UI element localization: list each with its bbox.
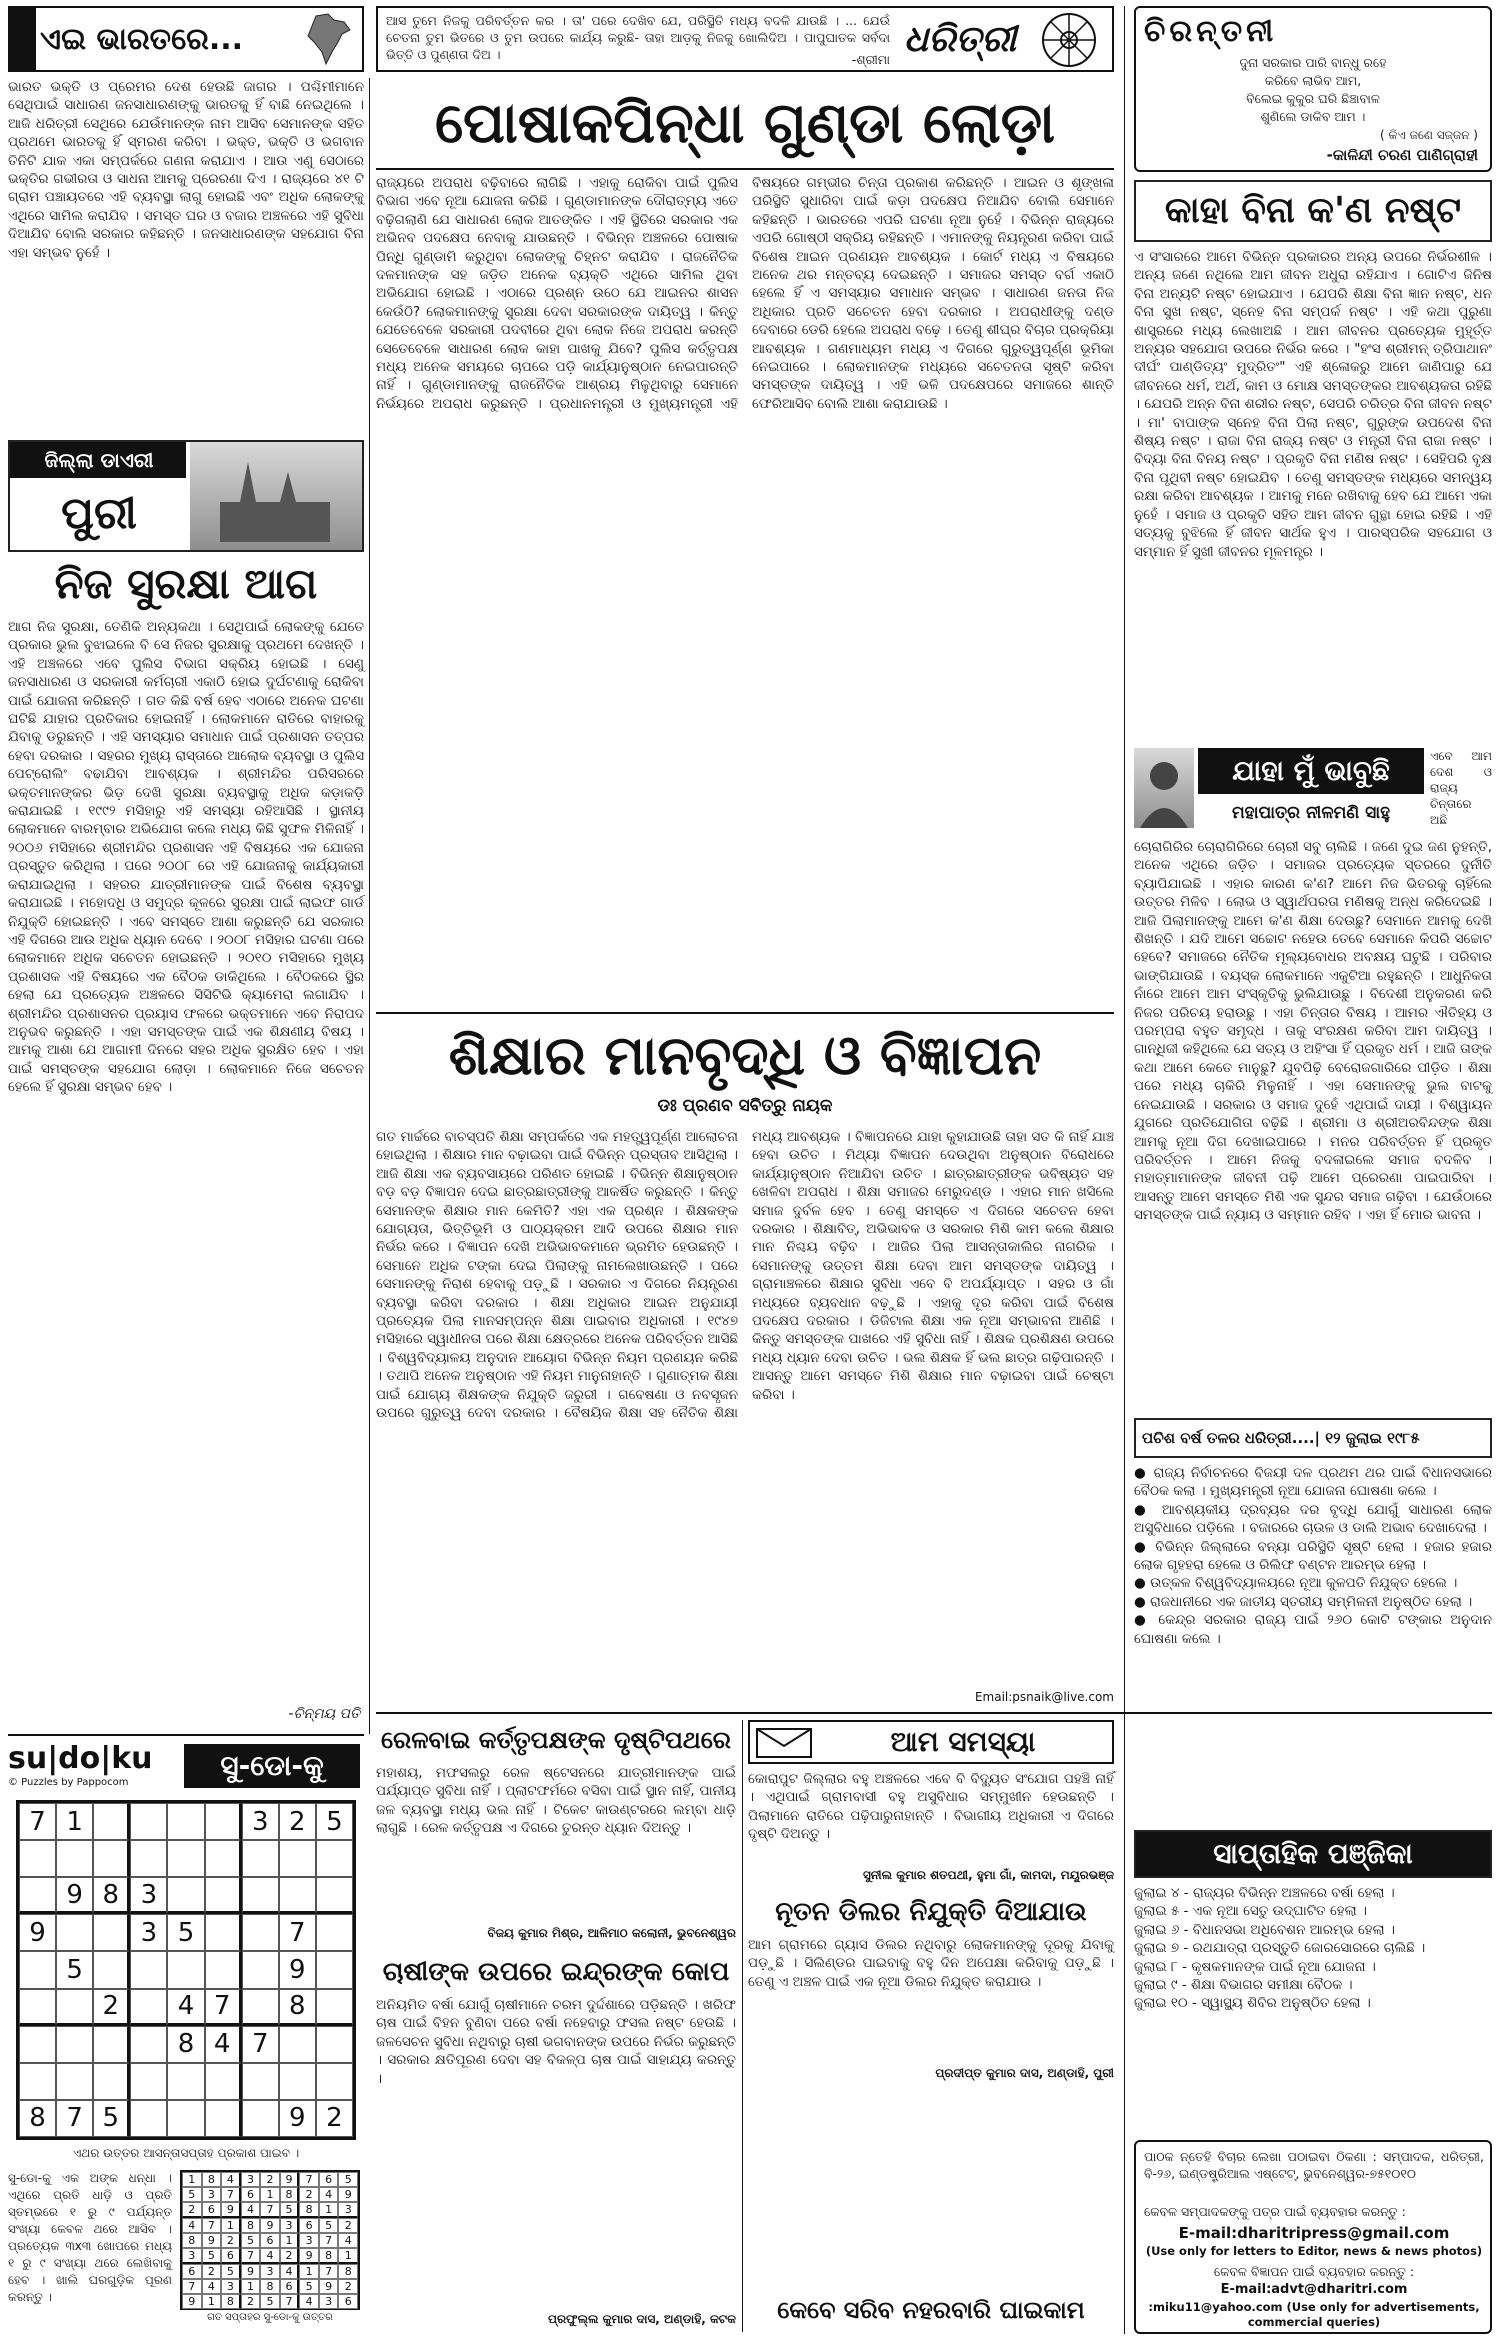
story-title: ନିଜ ସୁରକ୍ଷା ଆଗ — [54, 559, 318, 608]
jaha-mun-author: ମହାପାତ୍ର ନୀଳମଣି ସାହୁ — [1231, 803, 1391, 823]
contact-intro: ପାଠକ ନ୍ତେହି ବିଚାର ଲେଖା ପଠାଇବା ଠିକଣା : ସମ୍ପାଦକ, ଧରିତ୍ରୀ, ବି-୨୬, ଇଣ୍ଡଷ୍ଟ୍ରିଆଲ ଏଷ୍ଟେଟ୍, ଭୁବନେଶ୍ୱର-୭୫୧୦୧୦ — [1144, 2149, 1484, 2181]
story-author: -ଚିନ୍ମୟ ପତି — [288, 1706, 360, 1722]
sudoku-solution-cell: 6 — [202, 2202, 222, 2218]
sudoku-solution-cell: 4 — [182, 2218, 202, 2233]
sudoku-solution-cell: 8 — [182, 2233, 202, 2248]
sudoku-cell[interactable]: 2 — [93, 1989, 130, 2026]
sudoku-cell[interactable] — [242, 1877, 279, 1914]
sudoku-solution-cell: 4 — [280, 2264, 300, 2279]
sudoku-cell[interactable] — [130, 1951, 167, 1988]
sudoku-solution-cell: 6 — [319, 2172, 339, 2187]
sudoku-cell[interactable] — [279, 1877, 316, 1914]
sudoku-solution-cell: 9 — [280, 2172, 300, 2187]
sudoku-cell[interactable] — [167, 1951, 204, 1988]
sudoku-cell[interactable] — [205, 1914, 242, 1951]
kaha-bina-title: କାହା ବିନା କ'ଣ ନଷ୍ଟ — [1164, 190, 1462, 231]
sudoku-cell[interactable] — [130, 2026, 167, 2063]
sudoku-cell[interactable] — [167, 1803, 204, 1840]
sudoku-solution-cell: 5 — [241, 2233, 261, 2248]
saptahika-title-box — [1134, 1830, 1492, 1878]
sudoku-solution-cell: 6 — [241, 2187, 261, 2202]
sudoku-solution-cell: 6 — [221, 2248, 241, 2264]
sudoku-solution-cell: 6 — [299, 2218, 319, 2233]
sudoku-cell[interactable] — [316, 2026, 353, 2063]
sudoku-solution-cell: 8 — [319, 2248, 339, 2264]
shiksha-text: ଗତ ମାର୍ଚ୍ଚରେ ବାଚସ୍ପତି ଶିକ୍ଷା ସମ୍ପର୍କରେ ଏକ ମହତ୍ତ୍ୱପୂର୍ଣ୍ଣ ଆଲୋଚନା ହୋଇଥିଲା । ଶିକ୍ଷାର ମାନ ବଢ଼ାଇବା ପାଇଁ ବିଭିନ୍ନ ପ୍ରସ୍ତାବ ଆସିଥିଲା । ଆଜି ଶିକ୍ଷା ଏକ ବ୍ୟବସାୟରେ ପରିଣତ ହୋଇଛି । ବିଭିନ୍ନ ଶିକ୍ଷାନୁଷ୍ଠାନ ବଡ଼ ବଡ଼ ବିଜ୍ଞାପନ ଦେଇ ଛାତ୍ରଛାତ୍ରୀଙ୍କୁ ଆକର୍ଷିତ କରୁଛନ୍ତି । କିନ୍ତୁ ସେମାନଙ୍କ ଶିକ୍ଷାର ମାନ କେମିତି? ଏହା ଏକ ପ୍ରଶ୍ନ । ଶିକ୍ଷକଙ୍କ ଯୋଗ୍ୟତା, ଭିତ୍ତିଭୂମି ଓ ପାଠ୍ୟକ୍ରମ ଆଦି ଉପରେ ଶିକ୍ଷାର ମାନ ନିର୍ଭର କରେ । ବିଜ୍ଞାପନ ଦେଖି ଅଭିଭାବକମାନେ ଭ୍ରମିତ ହେଉଛନ୍ତି । ସେମାନେ ଅଧିକ ଟଙ୍କା ଦେଇ ପିଲାଙ୍କୁ ନାମଲେଖାଉଛନ୍ତି । ପରେ ସେମାନଙ୍କୁ ନିରାଶ ହେବାକୁ ପଡ଼ୁଛି । ସରକାର ଏ ଦିଗରେ ନିୟନ୍ତ୍ରଣ ବ୍ୟବସ୍ଥା କରିବା ଦରକାର । ଶିକ୍ଷା ଅଧିକାର ଆଇନ ଅନୁଯାୟୀ ପ୍ରତ୍ୟେକ ପିଲା ମାନସମ୍ପନ୍ନ ଶିକ୍ଷା ପାଇବାର ଅଧିକାରୀ । ୧୯୪୭ ମସିହାରେ ସ୍ୱାଧୀନତା ପରେ ଶିକ୍ଷା କ୍ଷେତ୍ରରେ ଅନେକ ପରିବର୍ତ୍ତନ ଆସିଛି । ବିଶ୍ୱବିଦ୍ୟାଳୟ ଅନୁଦାନ ଆୟୋଗ ବିଭିନ୍ନ ନିୟମ ପ୍ରଣୟନ କରିଛି । ତଥାପି ଅନେକ ଅନୁଷ୍ଠାନ ଏହି ନିୟମ ମାନୁନାହାନ୍ତି । ଗୁଣାତ୍ମକ ଶିକ୍ଷା ପାଇଁ ଯୋଗ୍ୟ ଶିକ୍ଷକଙ୍କ ନିଯୁକ୍ତି ଜରୁରୀ । ଗବେଷଣା ଓ ନବସୃଜନ ଉପରେ ଗୁରୁତ୍ୱ ଦେବା ଦରକାର । ବୈଷୟିକ ଶିକ୍ଷା ସହ ନୈତିକ ଶିକ୍ଷା ମଧ୍ୟ ଆବଶ୍ୟକ । ବିଜ୍ଞାପନରେ ଯାହା କୁହାଯାଉଛି ତାହା ସତ କି ନାହିଁ ଯାଞ୍ଚ ହେବା ଉଚିତ । ମିଥ୍ୟା ବିଜ୍ଞାପନ ଦେଉଥିବା ଅନୁଷ୍ଠାନ ବିରୋଧରେ କାର୍ଯ୍ୟାନୁଷ୍ଠାନ ନିଆଯିବା ଉଚିତ । ଛାତ୍ରଛାତ୍ରୀଙ୍କ ଭବିଷ୍ୟତ ସହ ଖେଳିବା ଅପରାଧ । ଶିକ୍ଷା ସମାଜର ମେରୁଦଣ୍ଡ । ଏହାର ମାନ ଖସିଲେ ସମାଜ ଦୁର୍ବଳ ହେବ । ତେଣୁ ସମସ୍ତେ ଏ ଦିଗରେ ସଚେତନ ହେବା ଦରକାର । ଶିକ୍ଷାବିତ୍, ଅଭିଭାବକ ଓ ସରକାର ମିଶି କାମ କଲେ ଶିକ୍ଷାର ମାନ ନିଶ୍ଚୟ ବଢ଼ିବ । ଆଜିର ପିଲା ଆସନ୍ତାକାଲିର ନାଗରିକ । ସେମାନଙ୍କୁ ଉତ୍ତମ ଶିକ୍ଷା ଦେବା ଆମ ସମସ୍ତଙ୍କ ଦାୟିତ୍ୱ । ଗ୍ରାମାଞ୍ଚଳରେ ଶିକ୍ଷାର ସୁବିଧା ଏବେ ବି ଅପର୍ଯ୍ୟାପ୍ତ । ସହର ଓ ଗାଁ ମଧ୍ୟରେ ବ୍ୟବଧାନ ବଢ଼ୁଛି । ଏହାକୁ ଦୂର କରିବା ପାଇଁ ବିଶେଷ ପଦକ୍ଷେପ ଦରକାର । ଡିଜିଟାଲ ଶିକ୍ଷା ଏକ ନୂଆ ସମ୍ଭାବନା ଆଣିଛି । କିନ୍ତୁ ସମସ୍ତଙ୍କ ପାଖରେ ଏହି ସୁବିଧା ନାହିଁ । ଶିକ୍ଷକ ପ୍ରଶିକ୍ଷଣ ଉପରେ ମଧ୍ୟ ଧ୍ୟାନ ଦେବା ଉଚିତ । ଭଲ ଶିକ୍ଷକ ହିଁ ଭଲ ଛାତ୍ର ଗଢ଼ିପାରନ୍ତି । ଆସନ୍ତୁ ଆମେ ସମସ୍ତେ ମିଶି ଶିକ୍ଷାର ମାନ ବଢ଼ାଇବା ପାଇଁ ଚେଷ୍ଟା କରିବା । — [376, 1129, 1114, 1422]
sudoku-solution-cell: 4 — [299, 2294, 319, 2309]
sudoku-cell[interactable]: 4 — [167, 1989, 204, 2026]
letters-top-rule — [376, 1712, 1492, 1714]
author-photo — [1134, 748, 1194, 828]
pachisa-title-box — [1134, 1418, 1492, 1458]
sudoku-solution-cell: 5 — [221, 2264, 241, 2279]
district-diary-box — [8, 440, 364, 552]
sudoku-cell[interactable] — [130, 1840, 167, 1877]
notice-text: ଆମ ଗ୍ରାମରେ ଗ୍ୟାସ ଡିଲର ନଥିବାରୁ ଲୋକମାନଙ୍କୁ ଦୂରକୁ ଯିବାକୁ ପଡ଼ୁଛି । ସିଲିଣ୍ଡର ପାଇବାକୁ ବହୁ ଦିନ ଅପେକ୍ଷା କରିବାକୁ ପଡ଼ୁଛି । ତେଣୁ ଏ ଅଞ୍ଚଳ ପାଇଁ ଏକ ନୂଆ ଡିଲର ନିଯୁକ୍ତ କରାଯାଉ । — [748, 1937, 1114, 1990]
sudoku-cell[interactable] — [19, 2026, 56, 2063]
sudoku-cell[interactable] — [130, 1989, 167, 2026]
sudoku-cell[interactable] — [316, 1914, 353, 1951]
temple-icon — [190, 442, 362, 550]
left-col-divider — [8, 1734, 364, 1736]
sudoku-cell[interactable] — [56, 1914, 93, 1951]
diary-label: ଜିଲ୍ଲା ଡାଏରୀ — [44, 448, 154, 472]
sudoku-solution-cell: 4 — [260, 2248, 280, 2264]
lead-text: ରାଜ୍ୟରେ ଅପରାଧ ବଢ଼ିବାରେ ଲାଗିଛି । ଏହାକୁ ରୋକିବା ପାଇଁ ପୁଲିସ ବିଭାଗ ଏବେ ନୂଆ ଯୋଜନା କରିଛି । ଗୁଣ୍ଡାମାନଙ୍କ ଦୌରାତ୍ମ୍ୟ ଏତେ ବଢ଼ିଗଲାଣି ଯେ ସାଧାରଣ ଲୋକ ଆତଙ୍କିତ । ଏହି ସ୍ଥିତିରେ ସରକାର ଏକ ଅଭିନବ ପଦକ୍ଷେପ ନେବାକୁ ଯାଉଛନ୍ତି । ବିଭିନ୍ନ ଅଞ୍ଚଳରେ ପୋଷାକ ପିନ୍ଧି ଗୁଣ୍ଡାମି କରୁଥିବା ଲୋକଙ୍କୁ ଚିହ୍ନଟ କରାଯିବ । ରାଜନୈତିକ ଦଳମାନଙ୍କ ସହ ଜଡ଼ିତ ଅନେକ ବ୍ୟକ୍ତି ଏଥିରେ ସାମିଲ ଥିବା ଅଭିଯୋଗ ହୋଇଛି । ଏଠାରେ ପ୍ରଶ୍ନ ଉଠେ ଯେ ଆଇନର ଶାସନ କେଉଁଠି? ଲୋକମାନଙ୍କୁ ସୁରକ୍ଷା ଦେବା ସରକାରଙ୍କ ଦାୟିତ୍ୱ । କିନ୍ତୁ ଯେତେବେଳେ ସରକାରୀ ପଦବୀରେ ଥିବା ଲୋକ ନିଜେ ଅପରାଧ କରନ୍ତି ସେତେବେଳେ ସାଧାରଣ ଲୋକ କାହା ପାଖକୁ ଯିବେ? ପୁଲିସ କର୍ତ୍ତୃପକ୍ଷ ମଧ୍ୟ ଅନେକ ସମୟରେ ଚାପରେ ପଡ଼ି କାର୍ଯ୍ୟାନୁଷ୍ଠାନ ନେଇପାରନ୍ତି ନାହିଁ । ଗୁଣ୍ଡାମାନଙ୍କୁ ରାଜନୈତିକ ଆଶ୍ରୟ ମିଳୁଥିବାରୁ ସେମାନେ ନିର୍ଭୟରେ ଅପରାଧ କରୁଛନ୍ତି । ପ୍ରଧାନମନ୍ତ୍ରୀ ଓ ମୁଖ୍ୟମନ୍ତ୍ରୀ ଏହି ବିଷୟରେ ଗମ୍ଭୀର ଚିନ୍ତା ପ୍ରକାଶ କରିଛନ୍ତି । ଆଇନ ଓ ଶୃଙ୍ଖଳା ପରିସ୍ଥିତି ସୁଧାରିବା ପାଇଁ କଡ଼ା ପଦକ୍ଷେପ ନିଆଯିବ ବୋଲି ସେମାନେ କହିଛନ୍ତି । ଭାରତରେ ଏପରି ଘଟଣା ନୂଆ ନୁହେଁ । ବିଭିନ୍ନ ରାଜ୍ୟରେ ଏପରି ଗୋଷ୍ଠୀ ସକ୍ରିୟ ରହିଛନ୍ତି । ଏମାନଙ୍କୁ ନିୟନ୍ତ୍ରଣ କରିବା ପାଇଁ ବିଶେଷ ଆଇନ ପ୍ରଣୟନ ଆବଶ୍ୟକ । କୋର୍ଟ ମଧ୍ୟ ଏ ବିଷୟରେ ଅନେକ ଥର ମନ୍ତବ୍ୟ ଦେଇଛନ୍ତି । ସମାଜର ସମସ୍ତ ବର୍ଗ ଏକାଠି ହେଲେ ହିଁ ଏ ସମସ୍ୟାର ସମାଧାନ ସମ୍ଭବ । ସାଧାରଣ ଜନତା ନିଜ ଅଧିକାର ପ୍ରତି ସଚେତନ ହେବା ଦରକାର । ଅପରାଧୀଙ୍କୁ ଦଣ୍ଡ ଦେବାରେ ଡେରି ହେଲେ ଅପରାଧ ବଢ଼େ । ତେଣୁ ଶୀଘ୍ର ବିଚାର ପ୍ରକ୍ରିୟା ଆବଶ୍ୟକ । ଗଣମାଧ୍ୟମ ମଧ୍ୟ ଏ ଦିଗରେ ଗୁରୁତ୍ୱପୂର୍ଣ୍ଣ ଭୂମିକା ନେଇପାରେ । ଲୋକମାନଙ୍କ ମଧ୍ୟରେ ସଚେତନତା ସୃଷ୍ଟି କରିବା ସମସ୍ତଙ୍କ ଦାୟିତ୍ୱ । ଏହି ଭଳି ପଦକ୍ଷେପରେ ସମାଜରେ ଶାନ୍ତି ଫେରିଆସିବ ବୋଲି ଆଶା କରାଯାଉଛି । — [376, 175, 1114, 412]
sudoku-solution-cell: 9 — [338, 2187, 358, 2202]
sudoku-solution-cell: 3 — [280, 2218, 300, 2233]
diary-place: ପୁରୀ — [61, 488, 137, 539]
sudoku-cell[interactable]: 4 — [205, 2026, 242, 2063]
sudoku-title: ସୁ-ଡୋ-କୁ — [184, 1744, 360, 1788]
sudoku-solution-cell: 6 — [338, 2294, 358, 2309]
sudoku-solution-cell: 1 — [338, 2248, 358, 2264]
sudoku-solution-cell: 2 — [299, 2187, 319, 2202]
sudoku-cell[interactable]: 7 — [242, 2026, 279, 2063]
chasi-title: ଚାଷୀଙ୍କ ଉପରେ ଇନ୍ଦ୍ରଙ୍କ କୋପ — [382, 1957, 730, 1987]
shiksha-email[interactable]: Email:psnaik@live.com — [974, 1690, 1114, 1704]
sudoku-cell[interactable] — [205, 1803, 242, 1840]
sudoku-cell[interactable] — [205, 1840, 242, 1877]
sudoku-cell[interactable] — [130, 2100, 167, 2137]
ama-samasya-intro: କୋରାପୁଟ ଜିଲ୍ଲାର ବହୁ ଅଞ୍ଚଳରେ ଏବେ ବି ବିଦ୍ୟୁତ ସଂଯୋଗ ପହଞ୍ଚି ନାହିଁ । ଏଥିପାଇଁ ଗ୍ରାମବାସୀ ବହୁ ଅସୁବିଧାର ସମ୍ମୁଖୀନ ହେଉଛନ୍ତି । ପିଲାମାନେ ରାତିରେ ପଢ଼ିପାରୁନାହାନ୍ତି । ବିଭାଗୀୟ ଅଧିକାରୀ ଏ ଦିଗରେ ଦୃଷ୍ଟି ଦିଅନ୍ତୁ । — [748, 1771, 1114, 1843]
sudoku-solution-cell: 3 — [182, 2248, 202, 2264]
col-divider-left — [369, 78, 370, 1734]
sudoku-solution-cell: 8 — [221, 2294, 241, 2309]
contact-email[interactable]: E-mail:dharitripress@gmail.com — [1178, 2224, 1450, 2242]
sudoku-solution-cell: 7 — [299, 2172, 319, 2187]
jaha-mun-side-text: ଏବେ ଆମ ଦେଶ ଓ ରାଜ୍ୟ ଚିନ୍ତାରେ ଅଛି — [1430, 749, 1492, 827]
sudoku-solution-caption: ଗତ ସପ୍ତାହର ସୁ-ଡୋ-କୁ ଉତ୍ତର — [207, 2312, 333, 2323]
story-text: ଆଗ ନିଜ ସୁରକ୍ଷା, ତେଣିକି ଅନ୍ୟକଥା । ସେଥିପାଇଁ ଲୋକଙ୍କୁ ଯେତେ ପ୍ରକାର ଭୁଲ ବୁଝାଇଲେ ବି ସେ ନିଜର ସୁରକ୍ଷାକୁ ପ୍ରଥମେ ଦେଖନ୍ତି । ଏହି ଅଞ୍ଚଳରେ ଏବେ ପୁଲିସ ବିଭାଗ ସକ୍ରିୟ ହୋଇଛି । ସେଣୁ ଜନସାଧାରଣ ଓ ସରକାରୀ କର୍ମଚାରୀ ଏକାଠି ହୋଇ ଦୁର୍ଘଟଣାକୁ ରୋକିବା ପାଇଁ ଯୋଜନା କରିଛନ୍ତି । ଗତ କିଛି ବର୍ଷ ହେବ ଏଠାରେ ଅନେକ ଘଟଣା ଘଟିଛି ଯାହାର ପ୍ରତିକାର ହୋଇନାହିଁ । ଲୋକମାନେ ରାତିରେ ବାହାରକୁ ଯିବାକୁ ଡରୁଛନ୍ତି । ଏହି ସମସ୍ୟାର ସମାଧାନ ପାଇଁ ପ୍ରଶାସନ ତତ୍ପର ହେବା ଦରକାର । ସହରର ମୁଖ୍ୟ ରାସ୍ତାରେ ଆଲୋକ ବ୍ୟବସ୍ଥା ଓ ପୁଲିସ ପେଟ୍ରୋଲିଂ ବଢାଯିବା ଆବଶ୍ୟକ । ଶ୍ରୀମନ୍ଦିର ପରିସରରେ ଭକ୍ତମାନଙ୍କର ଭିଡ଼ ଦେଖି ସୁରକ୍ଷା ବ୍ୟବସ୍ଥାକୁ ଅଧିକ କଡ଼ାକଡ଼ି କରାଯାଇଛି । ୧୯୯୨ ମସିହାରୁ ଏହି ସମସ୍ୟା ରହିଆସିଛି । ସ୍ଥାନୀୟ ଲୋକମାନେ ବାରମ୍ବାର ଅଭିଯୋଗ କଲେ ମଧ୍ୟ କିଛି ସୁଫଳ ମିଳିନାହିଁ । ୨୦୦୬ ମସିହାରେ ଶ୍ରୀମନ୍ଦିର ପ୍ରଶାସନ ଏହି ବିଷୟରେ ଏକ ଯୋଜନା ପ୍ରସ୍ତୁତ କରିଥିଲା । ପରେ ୨୦୦୮ ରେ ଏହି ଯୋଜନାକୁ କାର୍ଯ୍ୟକାରୀ କରାଯାଇଥିଲା । ସହରର ଯାତ୍ରୀମାନଙ୍କ ପାଇଁ ବିଶେଷ ବ୍ୟବସ୍ଥା କରାଯାଇଛି । ମହୋଦଧି ଓ ସମୁଦ୍ର କୂଳରେ ସୁରକ୍ଷା ପାଇଁ ଲାଇଫ ଗାର୍ଡ ନିଯୁକ୍ତି ହୋଇଛନ୍ତି । ଏବେ ସମସ୍ତେ ଆଶା କରୁଛନ୍ତି ଯେ ସରକାର ଏହି ଦିଗରେ ଆଉ ଅଧିକ ଧ୍ୟାନ ଦେବେ । ୨୦୦୮ ମସିହାର ଘଟଣା ପରେ ଲୋକମାନେ ଅଧିକ ସଚେତନ ହୋଇଛନ୍ତି । ୨୦୧୦ ମସିହାରେ ମୁଖ୍ୟ ପ୍ରଶାସକ ଏହି ବିଷୟରେ ଏକ ବୈଠକ ଡାକିଥିଲେ । ବୈଠକରେ ସ୍ଥିର ହେଲା ଯେ ପ୍ରତ୍ୟେକ ଅଞ୍ଚଳରେ ସିସିଟିଭି କ୍ୟାମେରା ଲଗାଯିବ । ଶ୍ରୀମନ୍ଦିର ପ୍ରଶାସନର ପ୍ରୟାସ ଫଳରେ ଭକ୍ତମାନେ ଏବେ ନିରାପଦ ଅନୁଭବ କରୁଛନ୍ତି । ଏହା ସମସ୍ତଙ୍କ ପାଇଁ ଏକ ଶିକ୍ଷଣୀୟ ବିଷୟ । ଆମକୁ ଆଶା ଯେ ଆଗାମୀ ଦିନରେ ସହର ଅଧିକ ସୁରକ୍ଷିତ ହେବ । ଏହା ପାଇଁ ସମସ୍ତଙ୍କ ସହଯୋଗ ଲୋଡ଼ା । ଲୋକମାନେ ନିଜେ ସଚେତନ ହେଲେ ହିଁ ସୁରକ୍ଷା ସମ୍ଭବ ହେବ । — [8, 619, 364, 1096]
sudoku-cell[interactable] — [19, 1989, 56, 2026]
sudoku-cell[interactable] — [279, 2026, 316, 2063]
contact-adv-label: କେବଳ ବିଜ୍ଞାପନ ପାଇଁ ବ୍ୟବହାର କରନ୍ତୁ : — [1213, 2264, 1415, 2279]
sudoku-cell[interactable] — [316, 1877, 353, 1914]
contact-email-label: କେବଳ ସମ୍ପାଦକଙ୍କୁ ପତ୍ର ପାଇଁ ବ୍ୟବହାର କରନ୍ତୁ : — [1144, 2204, 1406, 2219]
sudoku-solution-cell: 1 — [319, 2202, 339, 2218]
sudoku-solution-cell: 2 — [202, 2264, 222, 2279]
sudoku-solution-cell: 3 — [221, 2279, 241, 2294]
sudoku-cell[interactable]: 5 — [56, 1951, 93, 1988]
sudoku-cell[interactable] — [316, 2063, 353, 2100]
contact-email-note: (Use only for letters to Editor, news & news photos) — [1145, 2244, 1483, 2258]
sudoku-solution-cell: 7 — [280, 2294, 300, 2309]
sudoku-solution-cell: 6 — [260, 2233, 280, 2248]
sudoku-solution-cell: 9 — [221, 2202, 241, 2218]
quote-box — [376, 6, 1114, 72]
ama-samasya-banner — [748, 1720, 1114, 1764]
sudoku-cell[interactable] — [205, 1951, 242, 1988]
sudoku-instructions: ସୁ-ଡୋ-କୁ ଏକ ଅଙ୍କ ଧନ୍ଧା । ଏଥିରେ ପ୍ରତି ଧାଡ଼ି ଓ ପ୍ରତି ସ୍ତମ୍ଭରେ ୧ ରୁ ୯ ପର୍ଯ୍ୟନ୍ତ ସଂଖ୍ୟା କେବଳ ଥରେ ଆସିବ । ପ୍ରତ୍ୟେକ ୩x୩ ଖୋପରେ ମଧ୍ୟ ୧ ରୁ ୯ ସଂଖ୍ୟା ଥରେ ଲେଖିବାକୁ ହେବ । ଖାଲି ଘରଗୁଡ଼ିକ ପୂରଣ କରନ୍ତୁ । — [8, 2171, 172, 2304]
section-banner — [8, 6, 364, 72]
sudoku-cell[interactable] — [93, 1803, 130, 1840]
chirantani-source: ( କିଏ ଜଣେ ସଜ୍ଜନ ) — [1380, 128, 1478, 142]
sudoku-solution-cell: 2 — [260, 2172, 280, 2187]
sudoku-solution-cell: 7 — [319, 2264, 339, 2279]
sudoku-cell[interactable]: 1 — [56, 1803, 93, 1840]
sudoku-solution-cell: 1 — [260, 2187, 280, 2202]
contact-adv-email2[interactable]: :miku11@yahoo.com (Use only for advertisements, commercial queries) — [1148, 2300, 1480, 2329]
sudoku-solution-cell: 1 — [182, 2172, 202, 2187]
sudoku-cell[interactable]: 5 — [167, 1914, 204, 1951]
sudoku-cell[interactable] — [93, 1951, 130, 1988]
sudoku-cell[interactable] — [205, 1877, 242, 1914]
sudoku-solution-cell: 8 — [241, 2218, 261, 2233]
saptahika-text: ଜୁଲାଇ ୪ - ରାଜ୍ୟର ବିଭିନ୍ନ ଅଞ୍ଚଳରେ ବର୍ଷା ହେଲା । ଜୁଲାଇ ୫ - ଏକ ନୂଆ ସେତୁ ଉଦ୍‌ଘାଟିତ ହେଲା । ଜୁଲାଇ ୬ - ବିଧାନସଭା ଅଧିବେଶନ ଆରମ୍ଭ ହେଲା । ଜୁଲାଇ ୭ - ରଥଯାତ୍ରା ପ୍ରସ୍ତୁତି ଜୋରସୋରରେ ଚାଲିଛି । ଜୁଲାଇ ୮ - କୃଷକମାନଙ୍କ ପାଇଁ ନୂଆ ଯୋଜନା । ଜୁଲାଇ ୯ - ଶିକ୍ଷା ବିଭାଗର ସମୀକ୍ଷା ବୈଠକ । ଜୁଲାଇ ୧୦ - ସ୍ୱାସ୍ଥ୍ୟ ଶିବିର ଅନୁଷ୍ଠିତ ହେଲା । — [1134, 1885, 1426, 2012]
sudoku-solution-cell: 6 — [182, 2264, 202, 2279]
sudoku-solution-cell: 4 — [202, 2279, 222, 2294]
shiksha-top-rule — [376, 1012, 1114, 1014]
sudoku-solution-cell: 5 — [260, 2294, 280, 2309]
ama-samasya-intro-signature: ସୁନୀଲ କୁମାର ଶତପଥୀ, ହୁମା ଗାଁ, କାମଦା, ମୟୂରଭଞ୍ଜ — [862, 1868, 1114, 1882]
sudoku-solution-cell: 5 — [319, 2218, 339, 2233]
sudoku-cell[interactable] — [205, 2063, 242, 2100]
sudoku-logo — [8, 1742, 178, 1794]
sudoku-solution-cell: 5 — [280, 2202, 300, 2218]
sudoku-solution-cell: 8 — [338, 2264, 358, 2279]
sudoku-solution-grid — [180, 2170, 360, 2310]
sudoku-cell[interactable] — [316, 1951, 353, 1988]
lead-headline-rule — [376, 168, 1114, 170]
chirantani-box — [1134, 6, 1492, 172]
sudoku-logo-main: su|do|ku — [8, 1741, 153, 1776]
india-map-icon — [294, 12, 358, 68]
sudoku-solution-cell: 4 — [338, 2233, 358, 2248]
kaha-bina-title-box — [1134, 180, 1492, 242]
sudoku-solution-cell: 9 — [202, 2233, 222, 2248]
shiksha-author: ଡଃ ପ୍ରଣବ ସବିତ୍ରୁ ନାୟକ — [657, 1096, 833, 1116]
sudoku-cell[interactable]: 9 — [19, 1914, 56, 1951]
pachisa-text: ● ରାଜ୍ୟ ନିର୍ବାଚନରେ ବିଜୟୀ ଦଳ ପ୍ରଥମ ଥର ପାଇଁ ବିଧାନସଭାରେ ବୈଠକ କଲା । ମୁଖ୍ୟମନ୍ତ୍ରୀ ନୂଆ ଯୋଜନା ଘୋଷଣା କଲେ । ● ଆବଶ୍ୟକୀୟ ଦ୍ରବ୍ୟର ଦର ବୃଦ୍ଧି ଯୋଗୁଁ ସାଧାରଣ ଲୋକ ଅସୁବିଧାରେ ପଡ଼ିଲେ । ବଜାରରେ ଚାଉଳ ଓ ଡାଲି ଅଭାବ ଦେଖାଦେଲା । ● ବିଭିନ୍ନ ଜିଲ୍ଲାରେ ବନ୍ୟା ପରିସ୍ଥିତି ସୃଷ୍ଟି ହେଲା । ହଜାର ହଜାର ଲୋକ ଗୃହହରା ହେଲେ ଓ ରିଲିଫ ବଣ୍ଟନ ଆରମ୍ଭ ହେଲା । ● ଉତ୍କଳ ବିଶ୍ୱବିଦ୍ୟାଳୟରେ ନୂଆ କୁଳପତି ନିଯୁକ୍ତ ହେଲେ । ● ରାଜଧାନୀରେ ଏକ ଜାତୀୟ ସ୍ତରୀୟ ସମ୍ମିଳନୀ ଅନୁଷ୍ଠିତ ହେଲା । ● କେନ୍ଦ୍ର ସରକାର ରାଜ୍ୟ ପାଇଁ ୨୬୦ କୋଟି ଟଙ୍କାର ଅନୁଦାନ ଘୋଷଣା କଲେ । — [1134, 1465, 1492, 1647]
quote-author: -ଶ୍ରୀମା — [851, 52, 890, 67]
sudoku-cell[interactable] — [19, 1951, 56, 1988]
sudoku-cell[interactable] — [167, 2063, 204, 2100]
jaha-mun-text: ଚୋରାଗିରିର ଚୋରାଗିରିରେ ଚୋରୀ ସବୁ ଚାଲିଛି । ଜଣେ ଦୁଇ ଜଣ ନୁହନ୍ତି, ଅନେକ ଏଥିରେ ଜଡ଼ିତ । ସମାଜର ପ୍ରତ୍ୟେକ ସ୍ତରରେ ଦୁର୍ନୀତି ବ୍ୟାପିଯାଇଛି । ଏହାର କାରଣ କ'ଣ? ଆମେ ନିଜ ଭିତରକୁ ଚାହିଁଲେ ଉତ୍ତର ମିଳିବ । ଲୋଭ ଓ ସ୍ୱାର୍ଥପରତା ମଣିଷକୁ ଅନ୍ଧ କରିଦେଇଛି । ଆଜି ପିଲାମାନଙ୍କୁ ଆମେ କ'ଣ ଶିକ୍ଷା ଦେଉଛୁ? ସେମାନେ ଆମକୁ ଦେଖି ଶିଖନ୍ତି । ଯଦି ଆମେ ସଚ୍ଚୋଟ ନହେଉ ତେବେ ସେମାନେ କିପରି ସଚ୍ଚୋଟ ହେବେ? ସମାଜରେ ନୈତିକ ମୂଲ୍ୟବୋଧର ଅବକ୍ଷୟ ଘଟୁଛି । ପରିବାର ଭାଙ୍ଗିଯାଉଛି । ବୟସ୍କ ଲୋକମାନେ ଏକୁଟିଆ ରହୁଛନ୍ତି । ଆଧୁନିକତା ନାଁରେ ଆମେ ଆମ ସଂସ୍କୃତିକୁ ଭୁଲିଯାଉଛୁ । ବିଦେଶୀ ଅନୁକରଣ କରି ନିଜର ପରିଚୟ ହରାଉଛୁ । ଏହା ଚିନ୍ତାର ବିଷୟ । ଆମର ଐତିହ୍ୟ ଓ ପରମ୍ପରା ବହୁତ ସମୃଦ୍ଧ । ତାକୁ ସଂରକ୍ଷଣ କରିବା ଆମ ଦାୟିତ୍ୱ । ଗାନ୍ଧିଜୀ କହିଥିଲେ ଯେ ସତ୍ୟ ଓ ଅହିଂସା ହିଁ ପ୍ରକୃତ ଧର୍ମ । ଆଜି ତାଙ୍କ କଥା ଆମେ କେତେ ମାନୁଛୁ? ଯୁବପିଢ଼ି ବେରୋଜଗାରିରେ ପୀଡ଼ିତ । ଶିକ୍ଷା ପରେ ମଧ୍ୟ ଚାକିରି ମିଳୁନାହିଁ । ଏହା ସେମାନଙ୍କୁ ଭୁଲ ବାଟକୁ ନେଇଯାଉଛି । ସରକାର ଓ ସମାଜ ଦୁହେଁ ଏଥିପାଇଁ ଦାୟୀ । ବିଶ୍ୱାୟନ ଯୁଗରେ ପ୍ରତିଯୋଗିତା ବଢ଼ିଛି । ଶ୍ରୀମା ଓ ଶ୍ରୀଅରବିନ୍ଦଙ୍କ ଶିକ୍ଷା ଆମକୁ ନୂଆ ଦିଗ ଦେଖାଇପାରେ । ମନର ପରିବର୍ତ୍ତନ ହିଁ ପ୍ରକୃତ ପରିବର୍ତ୍ତନ । ଆମେ ନିଜକୁ ବଦଳାଇଲେ ସମାଜ ବଦଳିବ । ମହାତ୍ମାମାନଙ୍କ ଜୀବନୀ ପଢ଼ି ଆମେ ପ୍ରେରଣା ପାଇପାରିବା । ଆସନ୍ତୁ ଆମେ ସମସ୍ତେ ମିଶି ଏକ ସୁନ୍ଦର ସମାଜ ଗଢ଼ିବା । ଯେଉଁଠାରେ ସମସ୍ତଙ୍କ ପାଇଁ ନ୍ୟାୟ ଓ ସମ୍ମାନ ରହିବ । ଏହା ହିଁ ମୋର ଭାବନା । — [1134, 839, 1492, 1224]
sudoku-grid[interactable] — [16, 1800, 356, 2140]
sudoku-solution-cell: 9 — [241, 2264, 261, 2279]
sudoku-solution-cell: 5 — [202, 2248, 222, 2264]
sudoku-solution-cell: 9 — [260, 2218, 280, 2233]
sudoku-cell[interactable] — [279, 1840, 316, 1877]
sudoku-solution-cell: 7 — [202, 2218, 222, 2233]
sudoku-solution-cell: 2 — [338, 2218, 358, 2233]
sudoku-cell[interactable] — [242, 2063, 279, 2100]
temple-photo — [190, 442, 362, 550]
sudoku-cell[interactable] — [56, 2063, 93, 2100]
sudoku-solution-cell: 8 — [299, 2202, 319, 2218]
chirantani-poem: ଦୁନା ସରକାର ପାରି ବାନ୍ଧୁ ରହେ କରିବେ ଲାଭିବ ଆମ, ବିଲେଇ କୁକୁର ଘରି ଛିଞ୍ଚାବାଳ ଶୁଣିଲେ ଡାକିବ ଆମ । — [1239, 55, 1387, 124]
sudoku-cell[interactable]: 8 — [19, 2100, 56, 2137]
sudoku-cell[interactable] — [130, 1803, 167, 1840]
chasi-text: ଅନିୟମିତ ବର୍ଷା ଯୋଗୁଁ ଚାଷୀମାନେ ଚରମ ଦୁର୍ଦ୍ଦଶାରେ ପଡ଼ିଛନ୍ତି । ଖରିଫ ଚାଷ ପାଇଁ ବିହନ ବୁଣିବା ପରେ ବର୍ଷା ନହେବାରୁ ଫସଲ ନଷ୍ଟ ହେଉଛି । ଜଳସେଚନ ସୁବିଧା ନଥିବାରୁ ଚାଷୀ ଭଗବାନଙ୍କ ଉପରେ ନିର୍ଭର କରୁଛନ୍ତି । ସରକାର କ୍ଷତିପୂରଣ ଦେବା ସହ ବିକଳ୍ପ ଚାଷ ପାଇଁ ସାହାଯ୍ୟ କରନ୍ତୁ । — [376, 1997, 736, 2087]
sudoku-solution-cell: 7 — [241, 2248, 261, 2264]
sudoku-solution-cell: 2 — [221, 2233, 241, 2248]
col-divider-right — [1124, 6, 1125, 2334]
sudoku-solution-cell: 9 — [182, 2294, 202, 2309]
sudoku-solution-cell: 8 — [260, 2279, 280, 2294]
sudoku-solution-cell: 6 — [280, 2279, 300, 2294]
sudoku-cell[interactable]: 3 — [242, 1803, 279, 1840]
sudoku-solution-cell: 7 — [260, 2202, 280, 2218]
chirantani-title: ଚିରନ୍ତନୀ — [1144, 14, 1278, 49]
lead-headline: ପୋଷାକପିନ୍ଧା ଗୁଣ୍ଡା ଲୋଡ଼ା — [435, 91, 1055, 156]
jaha-mun-header — [1134, 748, 1426, 832]
notice-title: ନୂତନ ଡିଲର ନିଯୁକ୍ତି ଦିଆଯାଉ — [775, 1897, 1087, 1927]
sudoku-solution-cell: 4 — [221, 2172, 241, 2187]
sudoku-solution-cell: 2 — [241, 2294, 261, 2309]
contact-box — [1134, 2140, 1492, 2334]
sudoku-cell[interactable] — [56, 1989, 93, 2026]
chakra-icon — [1030, 10, 1108, 70]
sudoku-cell[interactable] — [167, 1840, 204, 1877]
sudoku-cell[interactable]: 2 — [316, 2100, 353, 2137]
sudoku-cell[interactable] — [205, 2100, 242, 2137]
sudoku-cell[interactable] — [167, 1877, 204, 1914]
sudoku-solution-cell: 2 — [280, 2248, 300, 2264]
pachisa-title: ପଚିଶ ବର୍ଷ ତଳର ଧରିତ୍ରୀ....| ୧୨ ଜୁଲାଇ ୧୯୮୫ — [1142, 1429, 1420, 1447]
sudoku-solution-cell: 2 — [182, 2202, 202, 2218]
sudoku-solution-cell: 4 — [319, 2187, 339, 2202]
shiksha-headline: ଶିକ୍ଷାର ମାନବୃଦ୍ଧି ଓ ବିଜ୍ଞାପନ — [448, 1024, 1042, 1087]
sudoku-solution-cell: 8 — [280, 2187, 300, 2202]
sudoku-cell[interactable]: 7 — [19, 1803, 56, 1840]
sudoku-cell[interactable] — [130, 2063, 167, 2100]
person-icon — [1134, 748, 1194, 828]
sudoku-cell[interactable] — [167, 2100, 204, 2137]
sudoku-cell[interactable]: 8 — [93, 1877, 130, 1914]
sudoku-answer-caption: ଏଥର ଉତ୍ତର ଆସନ୍ତାସପ୍ତାହ ପ୍ରକାଶ ପାଇବ । — [72, 2146, 300, 2160]
sudoku-cell[interactable] — [19, 1877, 56, 1914]
banner-title: ଏଇ ଭାରତରେ... — [40, 22, 244, 57]
quote-text: ଆସ ତୁମେ ନିଜକୁ ପରିବର୍ତ୍ତନ କର । ତା' ପରେ ଦେଖିବ ଯେ, ପରିସ୍ଥିତି ମଧ୍ୟ ବଦଳି ଯାଉଛି । ... ଯେଉଁ ଚେତନା ତୁମ ଭିତରେ ଓ ତୁମ ଉପରେ କାର୍ଯ୍ୟ କରୁଛି- ତାହା ଆଡ଼କୁ ନିଜକୁ ଖୋଲିଦିଅ । ପାପୁଘାତକ ସର୍ବଦା ଭିତ୍ତି ଓ ପୁଣ୍ଣତା ଦିଅ । — [386, 13, 890, 62]
sudoku-solution-cell: 1 — [299, 2264, 319, 2279]
sudoku-solution-cell: 3 — [299, 2233, 319, 2248]
sudoku-cell[interactable] — [242, 1914, 279, 1951]
sudoku-solution-cell: 3 — [241, 2172, 261, 2187]
sudoku-cell[interactable] — [93, 2063, 130, 2100]
sudoku-solution-cell: 7 — [182, 2279, 202, 2294]
sudoku-cell[interactable]: 7 — [56, 2100, 93, 2137]
sudoku-solution-cell: 1 — [241, 2279, 261, 2294]
sudoku-logo-sub: © Puzzles by Pappocom — [8, 1777, 129, 1788]
sudoku-cell[interactable] — [93, 2026, 130, 2063]
sudoku-cell[interactable] — [242, 1989, 279, 2026]
banner-black-bar — [10, 8, 36, 70]
sudoku-cell[interactable]: 7 — [205, 1989, 242, 2026]
sudoku-solution-cell: 3 — [260, 2264, 280, 2279]
sudoku-cell[interactable]: 8 — [167, 2026, 204, 2063]
sudoku-cell[interactable]: 9 — [279, 1951, 316, 1988]
sudoku-cell[interactable]: 7 — [279, 1914, 316, 1951]
letters-divider — [742, 1720, 743, 2332]
sudoku-solution-cell: 5 — [182, 2187, 202, 2202]
sudoku-solution-cell: 5 — [299, 2279, 319, 2294]
sudoku-solution-cell: 7 — [221, 2187, 241, 2202]
sudoku-cell[interactable] — [56, 2026, 93, 2063]
sudoku-solution-cell: 9 — [319, 2279, 339, 2294]
sudoku-solution-cell: 5 — [338, 2172, 358, 2187]
sudoku-solution-cell: 3 — [338, 2202, 358, 2218]
sudoku-cell[interactable]: 9 — [56, 1877, 93, 1914]
sudoku-solution-cell: 2 — [338, 2279, 358, 2294]
left-intro-text: ଭାରତ ଭକ୍ତି ଓ ପ୍ରେମର ଦେଶ ହେଉଛି ଜାଗର । ପଶ୍ଚିମୀମାନେ ସେଥିପାଇଁ ସାଧାରଣ ଜନସାଧାରଣଙ୍କୁ ଭାରତକୁ ହିଁ ବାଛି ନେଇଥିଲେ । ଆଜି ଧରିତ୍ରୀ ସେଥିରେ ଯେଉଁମାନଙ୍କ ନାମ ଆସିବ ସେମାନଙ୍କ ସହିତ ପ୍ରଥମେ ଭାରତକୁ ହିଁ ସ୍ମରଣ କରିବା । ଭକ୍ତ, ଭକ୍ତି ଓ ଭଗବାନ ତିନିଟି ଯାକ ଏକା ସମ୍ପର୍କରେ ଗଣନା କରାଯାଏ । ଆଉ ଏଣୁ ସେଠାରେ ଭକ୍ତିର ଗଭୀରତା ଓ ସାଧନା ଆମକୁ ପ୍ରେରଣା ଦିଏ । ରାଜ୍ୟରେ ୪୧ ଟି ଗ୍ରାମ ପଞ୍ଚାୟତରେ ଏହି ବ୍ୟବସ୍ଥା ଲାଗୁ ହୋଇଛି ଏବଂ ଅଧିକ ଲୋକଙ୍କୁ ଏଥିରେ ସାମିଲ କରାଯିବ । ସମସ୍ତ ଘର ଓ ବଜାର ଅଞ୍ଚଳରେ ଏହି ସୁବିଧା ଦିଆଯିବ ବୋଲି ସରକାର କହିଛନ୍ତି । ଜନସାଧାରଣଙ୍କ ସହଯୋଗ ବିନା ଏହା ସମ୍ଭବ ନୁହେଁ । — [8, 79, 364, 261]
sudoku-cell[interactable]: 3 — [130, 1877, 167, 1914]
sudoku-solution-cell: 1 — [202, 2294, 222, 2309]
sudoku-solution-cell: 4 — [241, 2202, 261, 2218]
sudoku-cell[interactable]: 9 — [279, 2100, 316, 2137]
sudoku-cell[interactable]: 5 — [316, 1803, 353, 1840]
railway-signature: ବିଜୟ କୁମାର ମିଶ୍ର, ଆଳିମାଠ କଲୋନୀ, ଭୁବନେଶ୍ୱର — [487, 1926, 736, 1940]
sudoku-solution-cell: 3 — [202, 2187, 222, 2202]
chasi-signature: ପ୍ରଫୁଲ୍ଲ କୁମାର ଦାସ, ଅଣ୍ଡାହି, କଟକ — [547, 2312, 736, 2326]
sudoku-cell[interactable] — [242, 1951, 279, 1988]
sudoku-solution-cell: 3 — [319, 2294, 339, 2309]
envelope-icon — [756, 1728, 812, 1758]
sudoku-cell[interactable]: 2 — [279, 1803, 316, 1840]
sudoku-cell[interactable] — [93, 1914, 130, 1951]
sudoku-solution-cell: 9 — [299, 2248, 319, 2264]
notice-signature: ପ୍ରଦୀପ୍ତ କୁମାର ଦାସ, ଅଣ୍ଡାହି, ପୁରୀ — [935, 2066, 1114, 2080]
masthead-logo: ଧରିତ୍ରୀ — [903, 19, 1017, 60]
sudoku-cell[interactable]: 3 — [130, 1914, 167, 1951]
sudoku-cell[interactable]: 8 — [279, 1989, 316, 2026]
sudoku-cell[interactable] — [316, 1989, 353, 2026]
sudoku-cell[interactable] — [19, 2063, 56, 2100]
sudoku-solution-cell: 7 — [319, 2233, 339, 2248]
sudoku-cell[interactable] — [93, 1840, 130, 1877]
sudoku-solution-cell: 1 — [280, 2233, 300, 2248]
sudoku-section — [8, 1742, 364, 2332]
sudoku-cell[interactable] — [242, 1840, 279, 1877]
railway-title: ରେଳବାଇ କର୍ତ୍ତୃପକ୍ଷଙ୍କ ଦୃଷ୍ଟିପଥରେ — [381, 1726, 731, 1754]
sudoku-cell[interactable] — [242, 2100, 279, 2137]
sudoku-cell[interactable]: 5 — [93, 2100, 130, 2137]
sudoku-solution-cell: 1 — [221, 2218, 241, 2233]
sudoku-cell[interactable] — [316, 1840, 353, 1877]
sudoku-cell[interactable] — [56, 1840, 93, 1877]
sudoku-solution-cell: 8 — [202, 2172, 222, 2187]
bottom-headline: କେବେ ସରିବ ନହରବାରି ଘାଇକାମ — [777, 2296, 1085, 2324]
saptahika-title: ସାପ୍ତାହିକ ପଞ୍ଜିକା — [1136, 1832, 1490, 1876]
contact-adv-email[interactable]: E-mail:advt@dharitri.com — [1220, 2282, 1408, 2297]
chirantani-author: -କାଳିନ୍ଦୀ ଚରଣ ପାଣିଗ୍ରାହୀ — [1326, 146, 1478, 164]
sudoku-cell[interactable] — [19, 1840, 56, 1877]
ama-samasya-title: ଆମ ସମସ୍ୟା — [890, 1725, 1036, 1758]
kaha-bina-text: ଏ ସଂସାରରେ ଆମେ ବିଭିନ୍ନ ପ୍ରକାରର ଅନ୍ୟ ଉପରେ ନିର୍ଭରଶୀଳ । ଅନ୍ୟ ଜଣେ ନଥିଲେ ଆମ ଜୀବନ ଅଧୁରା ରହିଯାଏ । ଗୋଟିଏ ଜିନିଷ ବିନା ଅନ୍ୟଟି ନଷ୍ଟ ହୋଇଯାଏ । ଯେପରି ଶିକ୍ଷା ବିନା ଜ୍ଞାନ ନଷ୍ଟ, ଧନ ବିନା ସୁଖ ନଷ୍ଟ, ସ୍ନେହ ବିନା ସମ୍ପର୍କ ନଷ୍ଟ । ଏହି କଥା ପୁରୁଣା ଶାସ୍ତ୍ରରେ ମଧ୍ୟ ଲେଖାଅଛି । ଆମ ଜୀବନର ପ୍ରତ୍ୟେକ ମୁହୂର୍ତ୍ତ ଅନ୍ୟର ସହଯୋଗ ଉପରେ ନିର୍ଭର କରେ । "ହଂସ ଶ୍ରୀମନ୍ ତ୍ରିପାଥାନଂ ଦୀର୍ଘଂ ପାଣ୍ଡିତ୍ୟଂ ମୁଦ୍ରିତଂ" ଏହି ଶ୍ଳୋକରୁ ଆମେ ଜାଣିପାରୁ ଯେ ଜୀବନରେ ଧର୍ମ, ଅର୍ଥ, କାମ ଓ ମୋକ୍ଷ ସମସ୍ତଙ୍କର ଆବଶ୍ୟକତା ରହିଛି । ଯେପରି ଅନ୍ନ ବିନା ଶରୀର ନଷ୍ଟ, ସେପରି ଚରିତ୍ର ବିନା ଜୀବନ ନଷ୍ଟ । ମା' ବାପାଙ୍କ ସ୍ନେହ ବିନା ପିଲା ନଷ୍ଟ, ଗୁରୁଙ୍କ ଉପଦେଶ ବିନା ଶିଷ୍ୟ ନଷ୍ଟ । ରାଜା ବିନା ରାଜ୍ୟ ନଷ୍ଟ ଓ ମନ୍ତ୍ରୀ ବିନା ରାଜା ନଷ୍ଟ । ବିଦ୍ୟା ବିନା ବିନୟ ନଷ୍ଟ । ପ୍ରକୃତି ବିନା ମଣିଷ ନଷ୍ଟ । ସେହିପରି ବୃକ୍ଷ ବିନା ପୃଥିବୀ ନଷ୍ଟ ହୋଇଯିବ । ତେଣୁ ସମସ୍ତଙ୍କ ମଧ୍ୟରେ ସମନ୍ୱୟ ରକ୍ଷା କରିବା ଆବଶ୍ୟକ । ଆମକୁ ମନେ ରଖିବାକୁ ହେବ ଯେ ଆମେ ଏକା ନୁହେଁ । ସମାଜ ଓ ପ୍ରକୃତି ସହିତ ଆମ ଜୀବନ ଗୁନ୍ଥା ହୋଇ ରହିଛି । ଏହି ସତ୍ୟକୁ ବୁଝିଲେ ହିଁ ଜୀବନ ସାର୍ଥକ ହୁଏ । ପାରସ୍ପରିକ ସହଯୋଗ ଓ ସମ୍ମାନ ହିଁ ସୁଖୀ ଜୀବନର ମୂଳମନ୍ତ୍ର । — [1134, 249, 1492, 560]
jaha-mun-title: ଯାହା ମୁଁ ଭାବୁଛି — [1198, 748, 1424, 794]
sudoku-cell[interactable] — [279, 2063, 316, 2100]
railway-text: ମହାଶୟ, ମଫସଲରୁ ରେଳ ଷ୍ଟେସନରେ ଯାତ୍ରୀମାନଙ୍କ ପାଇଁ ପର୍ଯ୍ୟାପ୍ତ ସୁବିଧା ନାହିଁ । ପ୍ଲାଟଫର୍ମରେ ବସିବା ପାଇଁ ସ୍ଥାନ ନାହିଁ, ପାନୀୟ ଜଳ ବ୍ୟବସ୍ଥା ମଧ୍ୟ ଭଲ ନାହିଁ । ଟିକେଟ କାଉଣ୍ଟରରେ ଲମ୍ବା ଧାଡ଼ି ଲାଗୁଛି । ରେଳ କର୍ତ୍ତୃପକ୍ଷ ଏ ଦିଗରେ ତୁରନ୍ତ ଧ୍ୟାନ ଦିଅନ୍ତୁ । — [376, 1765, 736, 1837]
